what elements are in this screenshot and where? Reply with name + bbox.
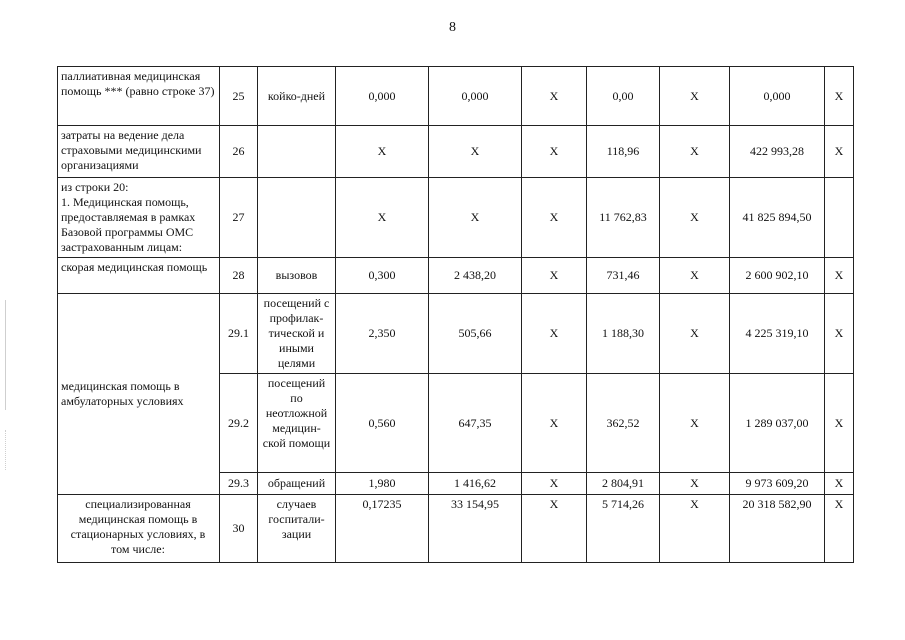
tariff-table	[57, 66, 854, 563]
cell-value: Х	[660, 495, 730, 563]
cell-value: Х	[660, 67, 730, 126]
cell-value: 11 762,83	[587, 178, 660, 258]
cell-value: Х	[660, 374, 730, 473]
cell-value	[825, 178, 854, 258]
table-row	[58, 178, 854, 258]
cell-unit: случаев госпитали-зации	[258, 495, 336, 563]
cell-value: Х	[660, 473, 730, 495]
cell-value: 2 438,20	[429, 258, 522, 294]
cell-line: 27	[220, 178, 258, 258]
cell-value: 118,96	[587, 126, 660, 178]
cell-unit	[258, 178, 336, 258]
cell-unit: обращений	[258, 473, 336, 495]
cell-value: 5 714,26	[587, 495, 660, 563]
cell-value: Х	[522, 67, 587, 126]
cell-name: скорая медицинская помощь	[58, 258, 220, 294]
cell-line: 29.2	[220, 374, 258, 473]
cell-line: 28	[220, 258, 258, 294]
table-row	[58, 294, 854, 374]
cell-value: Х	[825, 495, 854, 563]
cell-line: 26	[220, 126, 258, 178]
cell-unit: посещений по неотложной медицин-ской помощи	[258, 374, 336, 473]
cell-value: 9 973 609,20	[730, 473, 825, 495]
cell-line: 29.1	[220, 294, 258, 374]
cell-value: Х	[660, 126, 730, 178]
cell-value: 4 225 319,10	[730, 294, 825, 374]
cell-unit	[258, 126, 336, 178]
table-row	[58, 258, 854, 294]
cell-value: Х	[522, 374, 587, 473]
table-row	[58, 126, 854, 178]
cell-value: Х	[522, 178, 587, 258]
cell-value: 1,980	[336, 473, 429, 495]
cell-value: 1 416,62	[429, 473, 522, 495]
cell-line: 30	[220, 495, 258, 563]
cell-value: 647,35	[429, 374, 522, 473]
cell-value: 1 188,30	[587, 294, 660, 374]
cell-value: Х	[522, 473, 587, 495]
cell-value: 0,000	[429, 67, 522, 126]
cell-value: Х	[825, 258, 854, 294]
cell-value: Х	[429, 126, 522, 178]
margin-mark	[5, 300, 6, 410]
cell-value: Х	[660, 294, 730, 374]
cell-value: Х	[522, 126, 587, 178]
cell-unit: вызовов	[258, 258, 336, 294]
cell-value: 20 318 582,90	[730, 495, 825, 563]
cell-value: 2 600 902,10	[730, 258, 825, 294]
cell-value: 1 289 037,00	[730, 374, 825, 473]
cell-value: Х	[825, 374, 854, 473]
cell-value: Х	[825, 126, 854, 178]
cell-value: Х	[522, 258, 587, 294]
cell-value: Х	[522, 495, 587, 563]
cell-value: 41 825 894,50	[730, 178, 825, 258]
cell-value: 0,00	[587, 67, 660, 126]
page-number: 8	[449, 20, 456, 35]
cell-value: 0,560	[336, 374, 429, 473]
cell-unit: посещений с профилак-тической и иными целями	[258, 294, 336, 374]
margin-dots	[5, 430, 7, 470]
cell-line: 29.3	[220, 473, 258, 495]
cell-name: затраты на ведение дела страховыми медицинскими организациями	[58, 126, 220, 178]
cell-name: из строки 20: 1. Медицинская помощь, предоставляемая в рамках Базовой программы ОМС застрахованным лицам:	[58, 178, 220, 258]
cell-value: 2 804,91	[587, 473, 660, 495]
cell-value: Х	[336, 178, 429, 258]
cell-value: 0,300	[336, 258, 429, 294]
cell-value: 505,66	[429, 294, 522, 374]
cell-line: 25	[220, 67, 258, 126]
cell-name: медицинская помощь в амбулаторных условиях	[58, 294, 220, 495]
cell-value: 422 993,28	[730, 126, 825, 178]
cell-value: 0,000	[336, 67, 429, 126]
cell-value: Х	[429, 178, 522, 258]
cell-value: 362,52	[587, 374, 660, 473]
cell-value: Х	[660, 258, 730, 294]
cell-value: 0,000	[730, 67, 825, 126]
cell-value: 2,350	[336, 294, 429, 374]
cell-value: 0,17235	[336, 495, 429, 563]
cell-value: Х	[522, 294, 587, 374]
cell-value: Х	[825, 67, 854, 126]
cell-name: специализированная медицинская помощь в стационарных условиях, в том числе:	[58, 495, 220, 563]
table-row	[58, 495, 854, 563]
cell-value: Х	[336, 126, 429, 178]
cell-value: Х	[825, 294, 854, 374]
cell-value: Х	[825, 473, 854, 495]
cell-name: паллиативная медицинская помощь *** (равно строке 37)	[58, 67, 220, 126]
cell-value: 33 154,95	[429, 495, 522, 563]
table-row	[58, 67, 854, 126]
cell-value: Х	[660, 178, 730, 258]
cell-value: 731,46	[587, 258, 660, 294]
cell-unit: койко-дней	[258, 67, 336, 126]
